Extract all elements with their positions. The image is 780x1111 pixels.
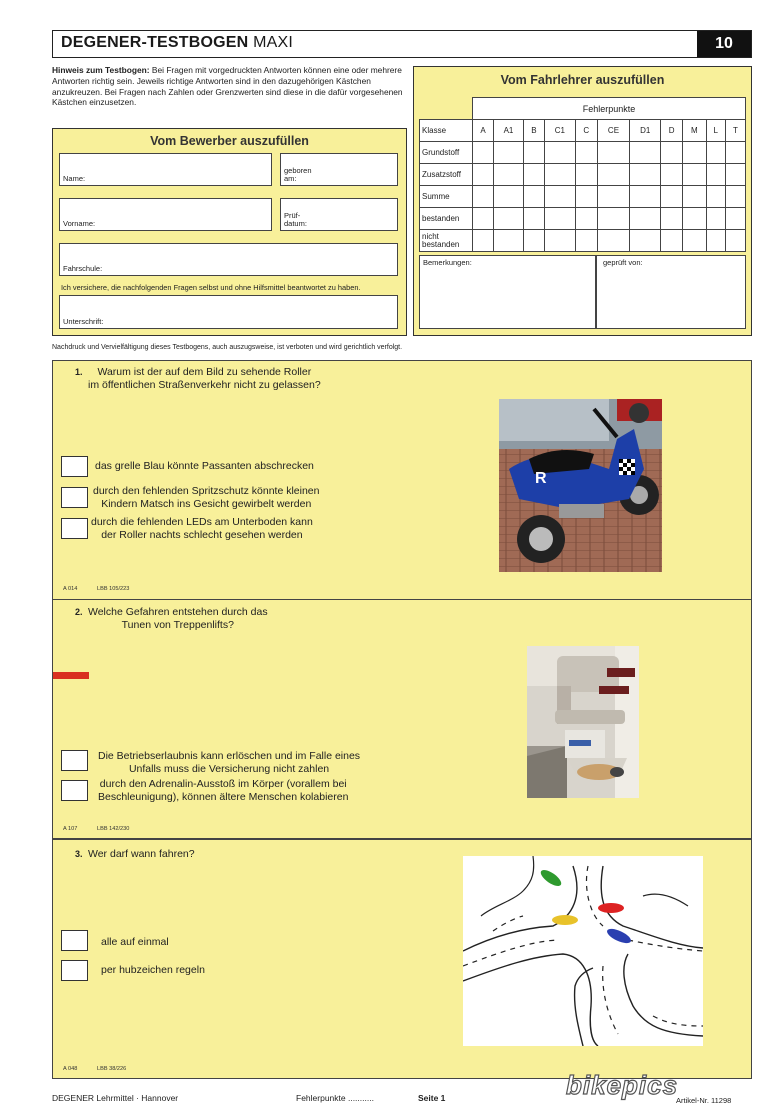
- sheet-header: [52, 30, 752, 58]
- driving-school-field[interactable]: Fahrschule:: [59, 243, 398, 276]
- page-number-badge: 10: [697, 31, 751, 57]
- instructor-panel: [413, 66, 752, 336]
- summe-row: Summe: [420, 186, 746, 208]
- question-2-prompt: Welche Gefahren entstehen durch das Tunen von Treppenlifts?: [88, 606, 268, 631]
- q3-answer-2-checkbox[interactable]: [61, 960, 88, 981]
- class-row: Klasse A A1 B C1 C CE D1 D M L T: [420, 120, 746, 142]
- q1-ref-a: A 014: [63, 586, 78, 592]
- q2-ref-b: LBB 142/230: [97, 826, 130, 832]
- q3-ref-b: LBB 38/226: [97, 1066, 127, 1072]
- q3-answer-2: per hubzeichen regeln: [101, 964, 205, 976]
- signature-field[interactable]: Unterschrift:: [59, 295, 398, 329]
- bestanden-row: bestanden: [420, 208, 746, 230]
- copyright-note: Nachdruck und Vervielfältigung dieses Testbogens, auch auszugsweise, ist verboten und wird gerichtlich verfolgt.: [52, 344, 403, 351]
- scooter-photo: [499, 399, 662, 572]
- name-field[interactable]: Name:: [59, 153, 272, 186]
- question-3-prompt: Wer darf wann fahren?: [88, 848, 195, 860]
- error-points-table: [419, 97, 746, 252]
- q1-answer-2-checkbox[interactable]: [61, 487, 88, 508]
- question-2-number: 2.: [75, 607, 83, 617]
- question-3: [52, 839, 752, 1079]
- question-1: [52, 360, 752, 600]
- nicht-bestanden-row: nicht bestanden: [420, 230, 746, 252]
- footer-error-points: Fehlerpunkte ...........: [296, 1093, 374, 1103]
- instructor-panel-title: Vom Fahrlehrer auszufüllen: [500, 73, 665, 87]
- q3-answer-1: alle auf einmal: [101, 936, 169, 948]
- firstname-field[interactable]: Vorname:: [59, 198, 272, 231]
- q1-answer-1: das grelle Blau könnte Passanten abschrecken: [95, 460, 314, 472]
- hint-text: Hinweis zum Testbogen: Bei Fragen mit vorgedruckten Antworten können eine oder mehrere Antworten richtig sein. Jeweils richtige Antworten sind in den dazugehörigen Kästchen anzukreuzen. Bei Fragen nach Zahlen oder Grenzwerten sind diese in die dafür vorgesehenen Kästchen einzusetzen.: [52, 65, 403, 108]
- bikepics-watermark: bikepics: [566, 1070, 679, 1100]
- q2-answer-2-checkbox[interactable]: [61, 780, 88, 801]
- q2-answer-1: Die Betriebserlaubnis kann erlöschen und im Falle eines Unfalls muss die Versicherung nicht zahlen: [98, 750, 361, 775]
- q2-ref-a: A 107: [63, 826, 78, 832]
- q1-answer-3-checkbox[interactable]: [61, 518, 88, 539]
- q2-answer-1-checkbox[interactable]: [61, 750, 88, 771]
- applicant-panel-title: Vom Bewerber auszufüllen: [150, 134, 309, 148]
- q1-ref-b: LBB 105/223: [97, 586, 130, 592]
- q3-answer-1-checkbox[interactable]: [61, 930, 88, 951]
- question-2: [52, 599, 752, 839]
- q1-answer-1-checkbox[interactable]: [61, 456, 88, 477]
- footer-page: Seite 1: [418, 1093, 446, 1103]
- q1-answer-3: durch die fehlenden LEDs am Unterboden kann der Roller nachts schlecht gesehen werden: [91, 516, 313, 541]
- q1-answer-2: durch den fehlenden Spritzschutz könnte kleinen Kindern Matsch ins Gesicht gewirbelt werden: [93, 485, 320, 510]
- checked-by-field[interactable]: geprüft von:: [596, 255, 746, 329]
- question-3-number: 3.: [75, 849, 83, 859]
- q3-ref-a: A 048: [63, 1066, 78, 1072]
- footer-publisher: DEGENER Lehrmittel · Hannover: [52, 1093, 179, 1103]
- applicant-panel: [52, 128, 407, 336]
- test-date-field[interactable]: Prüf- datum:: [280, 198, 398, 231]
- road-intersection-drawing: [463, 856, 703, 1046]
- question-1-text: 1.: [75, 367, 83, 377]
- stairlift-photo: [527, 646, 639, 798]
- declaration-text: Ich versichere, die nachfolgenden Fragen selbst und ohne Hilfsmittel beantwortet zu haben.: [61, 283, 361, 292]
- birthdate-field[interactable]: geboren am:: [280, 153, 398, 186]
- zusatzstoff-row: Zusatzstoff: [420, 164, 746, 186]
- svg-text:R: R: [535, 470, 547, 487]
- error-points-header: Fehlerpunkte: [473, 98, 746, 120]
- question-1-prompt: Warum ist der auf dem Bild zu sehende Roller im öffentlichen Straßenverkehr nicht zu gelassen?: [88, 366, 321, 391]
- grundstoff-row: Grundstoff: [420, 142, 746, 164]
- q2-answer-2: durch den Adrenalin-Ausstoß im Körper (vorallem bei Beschleunigung), können ältere Menschen kolabieren: [98, 778, 349, 803]
- sheet-title: DEGENER-TESTBOGEN MAXI: [61, 34, 293, 51]
- footer-article-number: Artikel-Nr. 11298: [676, 1096, 732, 1105]
- red-margin-mark: [53, 672, 89, 679]
- remarks-field[interactable]: Bemerkungen:: [419, 255, 596, 329]
